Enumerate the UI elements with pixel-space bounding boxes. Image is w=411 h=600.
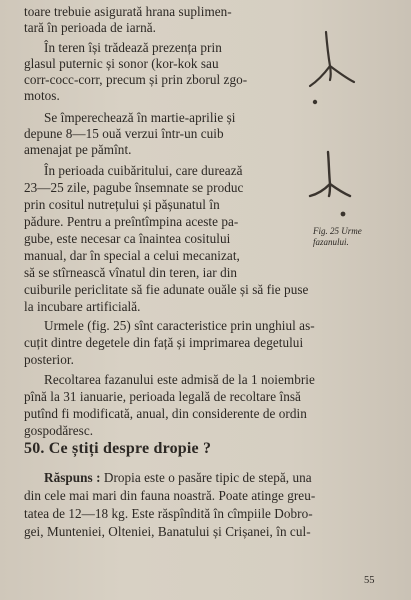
answer-label: Răspuns : — [44, 470, 101, 485]
text-line: prin cositul nutrețului și pășunatul în — [24, 197, 220, 212]
section-heading: 50. Ce știți despre dropie ? — [24, 440, 212, 457]
text-line: amenajat pe pămînt. — [24, 142, 132, 157]
text-line: tatea de 12—18 kg. Este răspîndită în cîmpiile Dobro- — [24, 506, 313, 521]
text-line: Urmele (fig. 25) sînt caracteristice prin unghiul as- — [44, 318, 315, 333]
footprint-figure-top — [300, 28, 370, 113]
text-line: posterior. — [24, 352, 74, 367]
text-line: pădure. Pentru a preîntîmpina aceste pa- — [24, 214, 239, 229]
text-line: Se împerechează în martie-aprilie și — [44, 110, 236, 125]
footprint-figure-bottom — [302, 146, 372, 222]
answer-text: Dropia este o pasăre tipic de stepă, una — [100, 470, 312, 485]
text-line: 23—25 zile, pagube însemnate se produc — [24, 180, 244, 195]
answer-first-line — [44, 470, 312, 486]
text-line: Recoltarea fazanului este admisă de la 1 noiembrie — [44, 372, 315, 387]
text-line: depune 8—15 ouă verzui într-un cuib — [24, 126, 224, 141]
text-line: să se stîrnească vînatul din teren, iar din — [24, 265, 238, 280]
text-line: putînd fi modificată, anual, din considerente de ordin — [24, 406, 307, 421]
text-line: cuiburile periclitate să fie adunate ouăle și să fie puse — [24, 282, 309, 297]
text-line: la incubare artificială. — [24, 299, 141, 314]
text-line: toare trebuie asigurată hrana suplimen- — [24, 4, 232, 19]
figure-caption: Fig. 25 Urme fazanului. — [313, 226, 362, 247]
text-line: glasul puternic și sonor (kor-kok sau — [24, 56, 219, 71]
text-line: În teren își trădează prezența prin — [44, 40, 222, 55]
text-line: gei, Munteniei, Olteniei, Banatului și Crișanei, în cul- — [24, 524, 311, 539]
text-line: tară în perioada de iarnă. — [24, 20, 157, 35]
text-line: pînă la 31 ianuarie, perioada legală de recoltare însă — [24, 389, 301, 404]
page-number: 55 — [364, 575, 375, 586]
text-line: gube, este necesar ca înaintea cositului — [24, 231, 231, 246]
text-line: motos. — [24, 88, 60, 103]
text-line: În perioada cuibăritului, care durează — [44, 163, 243, 178]
text-line: corr-cocc-corr, precum și prin zborul zgo- — [24, 72, 248, 87]
text-line: cuțit dintre degetele din față și imprimarea degetului — [24, 335, 304, 350]
text-line: gospodăresc. — [24, 423, 94, 438]
text-line: din cele mai mari din fauna noastră. Poate atinge greu- — [24, 488, 316, 503]
text-line: manual, dar în special a celui mecanizat, — [24, 248, 240, 263]
